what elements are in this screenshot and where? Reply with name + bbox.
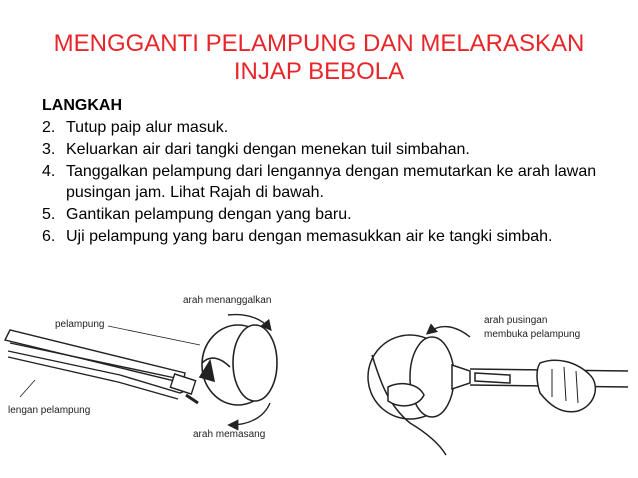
step-text: Tutup paip alur masuk.	[66, 119, 229, 136]
label-float-arm: lengan pelampung	[8, 405, 91, 416]
step-number: 3.	[42, 141, 56, 158]
step-item	[42, 226, 602, 247]
float-leader-line	[108, 326, 200, 345]
label-open-rotation-line1: arah pusingan	[484, 315, 548, 326]
float-arm-drawing	[5, 330, 198, 403]
steps-heading: LANGKAH	[42, 97, 122, 114]
fit-direction-arrow	[230, 403, 270, 425]
label-open-rotation-line2: membuka pelampung	[484, 329, 581, 340]
step-number: 2.	[42, 119, 56, 136]
label-remove-direction: arah menanggalkan	[183, 295, 272, 306]
step-text: Uji pelampung yang baru dengan memasukkan air ke tangki simbah.	[66, 228, 553, 245]
open-rotation-arrow	[428, 327, 470, 337]
step-text: Keluarkan air dari tangki dengan menekan tuil simbahan.	[66, 141, 470, 158]
step-number: 4.	[42, 163, 56, 180]
label-float: pelampung	[55, 319, 105, 330]
float-ball-drawing	[200, 325, 277, 405]
float-replacement-figure	[0, 285, 638, 478]
step-number: 6.	[42, 228, 56, 245]
title-line-1: MENGGANTI PELAMPUNG DAN MELARASKAN	[53, 30, 585, 57]
hands-float-drawing	[368, 335, 628, 455]
title-line-2: INJAP BEBOLA	[233, 58, 405, 85]
right-illustration	[368, 315, 628, 455]
step-text: Tanggalkan pelampung dari lengannya dengan memutarkan ke arah lawan pusingan jam. Lihat Rajah di bawah.	[66, 163, 597, 201]
step-item	[42, 204, 602, 225]
label-fit-direction: arah memasang	[193, 429, 266, 440]
step-item	[42, 117, 602, 138]
step-item	[42, 161, 602, 203]
step-number: 5.	[42, 206, 56, 223]
step-item	[42, 139, 602, 160]
arm-leader-line	[20, 380, 35, 397]
left-illustration	[5, 295, 277, 440]
slide-title	[30, 30, 608, 86]
steps-list	[42, 117, 602, 248]
step-text: Gantikan pelampung dengan yang baru.	[66, 206, 352, 223]
